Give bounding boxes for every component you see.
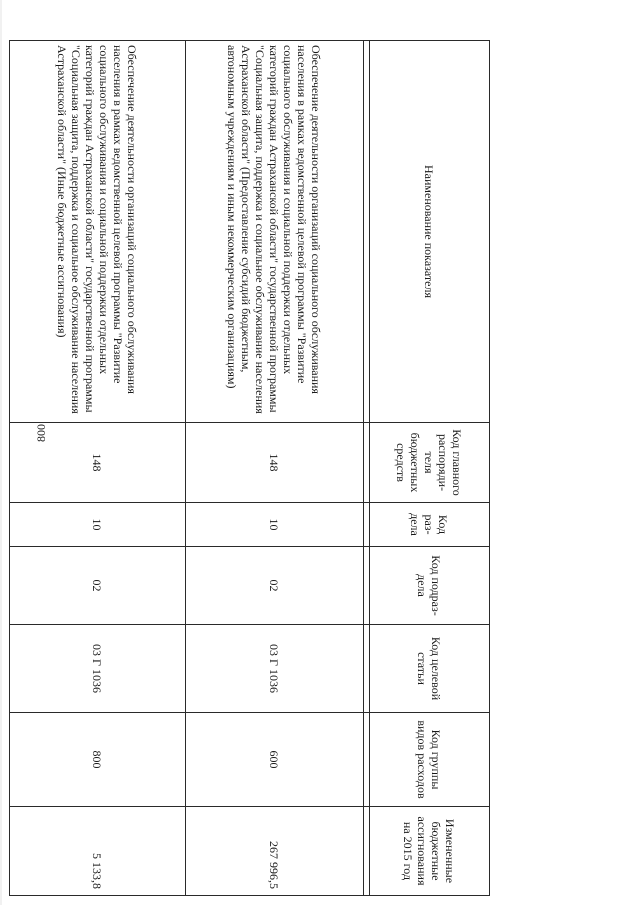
row-vid: 800 [10, 713, 186, 807]
row-grbs: 148 [186, 423, 364, 503]
row-name: Обеспечение деятельности организаций социального обслуживания населения в рамках ведомственной целевой программы "Развитие социального обслуживания и социальной поддержки отдельных категорий граждан Астраханской области" государственной программы "Социальная защита, поддержка и социальное обслуживание населения Астраханской области" (Предоставление субсидий бюджетным, автономным учреждениям и иным некоммерческим организациям) [186, 41, 364, 423]
header-vid: Код группы видов расходов [370, 713, 490, 807]
row-target: 03 Г 1036 [10, 625, 186, 713]
table-row [186, 41, 364, 896]
table-spacer-row [364, 41, 370, 896]
row-vid: 600 [186, 713, 364, 807]
header-name: Наименование показателя [370, 41, 490, 423]
row-grbs: 148 [10, 423, 186, 503]
table-header-row [370, 41, 490, 896]
table-row [10, 41, 186, 896]
header-grbs: Код главного распоряди-теля бюджетных средств [370, 423, 490, 503]
row-name: Обеспечение деятельности организаций социального обслуживания населения в рамках ведомственной целевой программы "Развитие социального обслуживания и социальной поддержки отдельных категорий граждан Астраханской области" государственной программы "Социальная защита, поддержка и социальное обслуживание населения Астраханской области" (Иные бюджетные ассигнования) [10, 41, 186, 423]
row-amount: 267 996,5 [186, 807, 364, 896]
header-razdel: Код раз-дела [370, 503, 490, 547]
page-number: 800 [34, 424, 48, 442]
header-podrazdel: Код подраз-дела [370, 547, 490, 625]
header-target: Код целевой статьи [370, 625, 490, 713]
row-razdel: 10 [10, 503, 186, 547]
row-podrazdel: 02 [186, 547, 364, 625]
row-podrazdel: 02 [10, 547, 186, 625]
budget-table-rotated [55, 40, 490, 895]
scan-edge [0, 0, 2, 905]
row-razdel: 10 [186, 503, 364, 547]
budget-table [9, 40, 490, 896]
row-amount: 5 133,8 [10, 807, 186, 896]
row-target: 03 Г 1036 [186, 625, 364, 713]
header-amount: Измененные бюджетные ассигнования на 2015 год [370, 807, 490, 896]
